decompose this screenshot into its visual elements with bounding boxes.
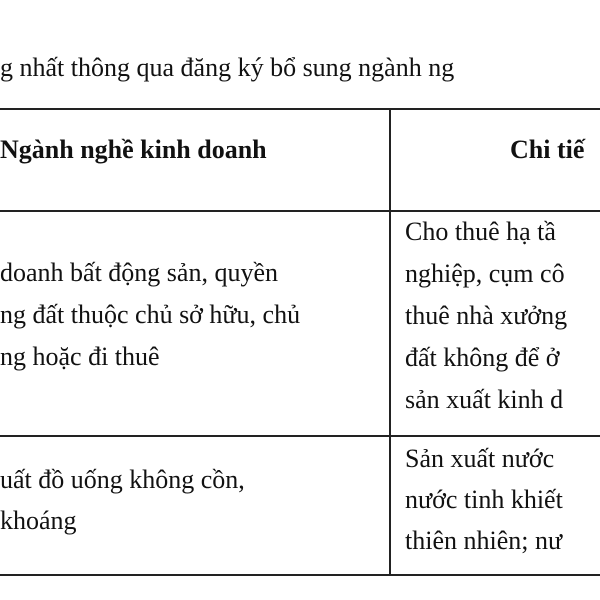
- row1-col1-line2: ng đất thuộc chủ sở hữu, chủ: [0, 300, 301, 329]
- row2-col2-line2: nước tinh khiết: [405, 485, 563, 514]
- table-top-border: [0, 108, 600, 110]
- header-details: Chi tiế: [510, 135, 585, 164]
- row2-col2-line3: thiên nhiên; nư: [405, 526, 563, 555]
- row1-col1-line1: doanh bất động sản, quyền: [0, 258, 279, 287]
- row-divider: [0, 435, 600, 437]
- row2-col2-line1: Sản xuất nước: [405, 444, 555, 473]
- header-business-line: Ngành nghề kinh doanh: [0, 135, 267, 164]
- row2-col1-line1: uất đồ uống không cồn,: [0, 465, 245, 494]
- row1-col2-line5: sản xuất kinh d: [405, 385, 564, 414]
- column-divider: [389, 108, 391, 576]
- business-lines-table: [0, 108, 600, 578]
- table-bottom-border: [0, 574, 600, 576]
- row1-col2-line1: Cho thuê hạ tầ: [405, 217, 556, 246]
- row1-col2-line2: nghiệp, cụm cô: [405, 259, 565, 288]
- document-heading: g nhất thông qua đăng ký bổ sung ngành ng: [0, 53, 455, 82]
- row1-col1-line3: ng hoặc đi thuê: [0, 342, 160, 371]
- row1-col2-line4: đất không để ở: [405, 343, 560, 372]
- row2-col1-line2: khoáng: [0, 506, 77, 535]
- row1-col2-line3: thuê nhà xưởng: [405, 301, 568, 330]
